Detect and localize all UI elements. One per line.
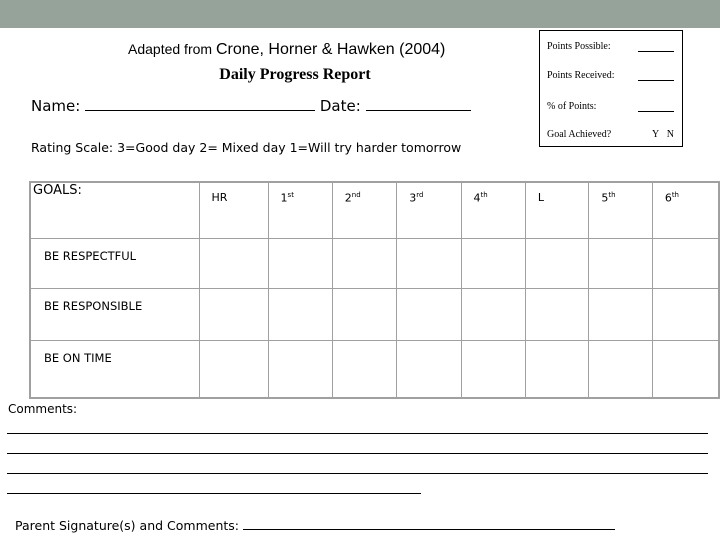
column-header — [652, 182, 719, 238]
rating-cell[interactable] — [332, 340, 396, 398]
rating-cell[interactable] — [652, 340, 719, 398]
rating-cell[interactable] — [461, 340, 525, 398]
attribution-authors: Crone, Horner & Hawken (2004) — [215, 41, 446, 58]
rating-cell[interactable] — [199, 288, 268, 340]
goal-label: BE RESPECTFUL — [30, 238, 199, 288]
goal-row — [30, 288, 719, 340]
rating-scale: Rating Scale: 3=Good day 2= Mixed day 1=Will try harder tomorrow — [31, 140, 462, 155]
points-received-field[interactable] — [638, 70, 674, 81]
column-header — [525, 182, 589, 238]
rating-cell[interactable] — [268, 340, 332, 398]
rating-cell[interactable] — [589, 238, 652, 288]
rating-cell[interactable] — [525, 340, 589, 398]
rating-cell[interactable] — [397, 238, 461, 288]
column-label: 5 — [601, 191, 609, 205]
signature-field[interactable] — [243, 515, 615, 530]
comment-line[interactable] — [7, 453, 708, 454]
rating-cell[interactable] — [652, 288, 719, 340]
rating-cell[interactable] — [199, 238, 268, 288]
column-header — [268, 182, 332, 238]
column-header — [461, 182, 525, 238]
points-received-label: Points Received: — [547, 70, 615, 81]
goal-no[interactable]: N — [666, 129, 674, 140]
column-label: L — [537, 191, 544, 204]
goal-yes[interactable]: Y — [652, 129, 660, 140]
rating-cell[interactable] — [589, 288, 652, 340]
column-header — [397, 182, 461, 238]
points-possible-field[interactable] — [638, 41, 674, 52]
goal-row — [30, 238, 719, 288]
goal-label: BE ON TIME — [30, 340, 199, 398]
date-field[interactable] — [366, 96, 471, 111]
rating-cell[interactable] — [268, 238, 332, 288]
percent-points-field[interactable] — [638, 101, 674, 112]
page-title: Daily Progress Report — [219, 66, 371, 83]
column-header — [332, 182, 396, 238]
column-suffix: nd — [351, 191, 361, 199]
rating-cell[interactable] — [199, 340, 268, 398]
signature-row — [15, 515, 615, 533]
comments-label: Comments: — [8, 402, 78, 416]
rating-cell[interactable] — [397, 340, 461, 398]
points-box — [539, 30, 683, 147]
goal-achieved-label: Goal Achieved? — [547, 129, 612, 140]
column-header — [589, 182, 652, 238]
rating-cell[interactable] — [461, 288, 525, 340]
name-date-row — [31, 96, 471, 115]
column-suffix: st — [287, 191, 294, 199]
rating-cell[interactable] — [332, 238, 396, 288]
rating-cell[interactable] — [268, 288, 332, 340]
rating-cell[interactable] — [652, 238, 719, 288]
column-label: HR — [211, 191, 228, 204]
column-label: 2 — [344, 191, 352, 205]
column-label: 6 — [664, 191, 672, 205]
rating-cell[interactable] — [525, 288, 589, 340]
goals-table — [29, 181, 720, 399]
attribution-prefix: Adapted from — [128, 41, 216, 57]
column-suffix: th — [480, 191, 488, 199]
date-label: Date: — [319, 97, 361, 115]
column-header — [199, 182, 268, 238]
name-label: Name: — [31, 97, 81, 115]
column-suffix: th — [671, 191, 679, 199]
goal-row — [30, 340, 719, 398]
column-suffix: rd — [416, 191, 424, 199]
comment-line[interactable] — [7, 473, 708, 474]
column-label: 3 — [409, 191, 417, 205]
name-field[interactable] — [85, 96, 315, 111]
attribution — [128, 41, 445, 59]
comment-line[interactable] — [7, 433, 708, 434]
goal-label: BE RESPONSIBLE — [30, 288, 199, 340]
rating-cell[interactable] — [589, 340, 652, 398]
column-suffix: th — [608, 191, 616, 199]
percent-points-label: % of Points: — [547, 101, 597, 112]
points-possible-label: Points Possible: — [547, 41, 611, 52]
column-label: 1 — [280, 191, 288, 205]
signature-label: Parent Signature(s) and Comments: — [15, 518, 239, 533]
comment-line[interactable] — [7, 493, 421, 494]
goals-header: GOALS: — [30, 182, 199, 238]
rating-cell[interactable] — [332, 288, 396, 340]
rating-cell[interactable] — [461, 238, 525, 288]
rating-cell[interactable] — [525, 238, 589, 288]
top-bar — [0, 0, 720, 28]
rating-cell[interactable] — [397, 288, 461, 340]
column-label: 4 — [473, 191, 481, 205]
